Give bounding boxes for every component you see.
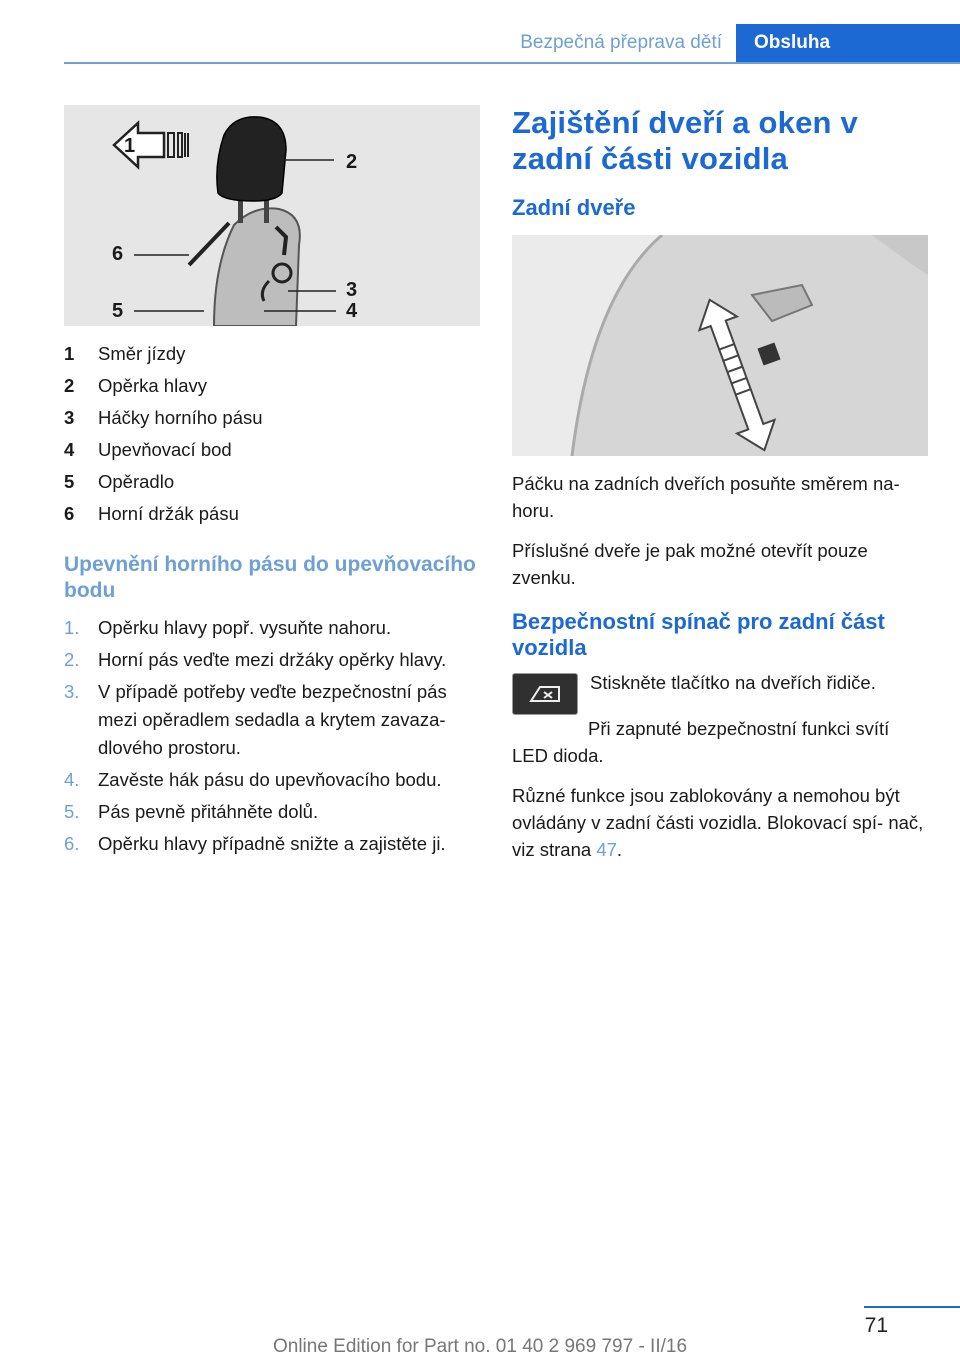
- window-lock-icon: [512, 673, 578, 715]
- page-reference-link[interactable]: 47: [596, 839, 617, 860]
- legend-item: 6 Horní držák pásu: [64, 503, 239, 524]
- callout-3: 3: [346, 279, 358, 301]
- headrest-belt-figure: [64, 105, 480, 326]
- legend-item: 1 Směr jízdy: [64, 343, 186, 364]
- step-item: 6. Opěrku hlavy případně snižte a zajistěte ji.: [64, 833, 446, 854]
- callout-4: 4: [346, 300, 358, 322]
- header-rule: [64, 62, 960, 64]
- callout-1: 1: [124, 135, 136, 157]
- callout-2: 2: [346, 151, 358, 173]
- legend-item: 4 Upevňovací bod: [64, 439, 232, 460]
- legend-item: 3 Háčky horního pásu: [64, 407, 263, 428]
- left-column: [64, 105, 480, 862]
- callout-6: 6: [112, 243, 124, 265]
- rear-door-lever-illustration: [512, 235, 928, 456]
- callout-5: 5: [112, 300, 124, 322]
- step-item: 3. V případě potřeby veďte bezpečnostní pás mezi opěradlem sedadla a krytem zavaza‐ dlového prostoru.: [64, 681, 447, 758]
- safety-switch-row: [512, 669, 928, 715]
- belt-attach-steps: [64, 614, 480, 858]
- header-section-title: Bezpečná přeprava dětí: [520, 32, 722, 53]
- safety-switch-text-3: Různé funkce jsou zablokovány a nemohou být ovládány v zadní části vozidla. Blokovací spí‐ nač, viz strana 47.: [512, 785, 924, 860]
- rear-doors-text-1: Páčku na zadních dveřích posuňte směrem na‐ horu.: [512, 473, 900, 521]
- legend-item: 5 Opěradlo: [64, 471, 175, 492]
- rear-door-lever-figure: [512, 235, 928, 456]
- step-item: 1. Opěrku hlavy popř. vysuňte nahoru.: [64, 617, 392, 638]
- step-item: 4. Zavěste hák pásu do upevňovacího bodu.: [64, 769, 442, 790]
- page-number: 71: [864, 1314, 888, 1337]
- step-item: 2. Horní pás veďte mezi držáky opěrky hlavy.: [64, 649, 447, 670]
- section-title: Zajištění dveří a oken v zadní části vozidla: [512, 105, 858, 176]
- step-item: 5. Pás pevně přitáhněte dolů.: [64, 801, 319, 822]
- safety-switch-icon-text: [590, 669, 876, 715]
- belt-attach-heading: Upevnění horního pásu do upevňovacího bodu: [64, 553, 476, 602]
- right-column: [512, 105, 928, 876]
- rear-doors-heading: Zadní dveře: [512, 195, 636, 220]
- header-chapter-tab: Obsluha: [736, 24, 960, 62]
- legend-item: 2 Opěrka hlavy: [64, 375, 207, 396]
- edition-footer: Online Edition for Part no. 01 40 2 969 797 - II/16: [272, 1336, 688, 1357]
- safety-switch-text-1: Stiskněte tlačítko na dveřích řidiče.: [590, 672, 876, 693]
- safety-switch-text-2: Při zapnuté bezpečnostní funkci svítí LED dioda.: [512, 718, 890, 766]
- figure-legend: [64, 338, 480, 530]
- footer-rule: [864, 1306, 960, 1308]
- safety-switch-heading: Bezpečnostní spínač pro zadní část vozidla: [512, 609, 885, 660]
- rear-doors-text-2: Příslušné dveře je pak možné otevřít pouze zvenku.: [512, 540, 868, 588]
